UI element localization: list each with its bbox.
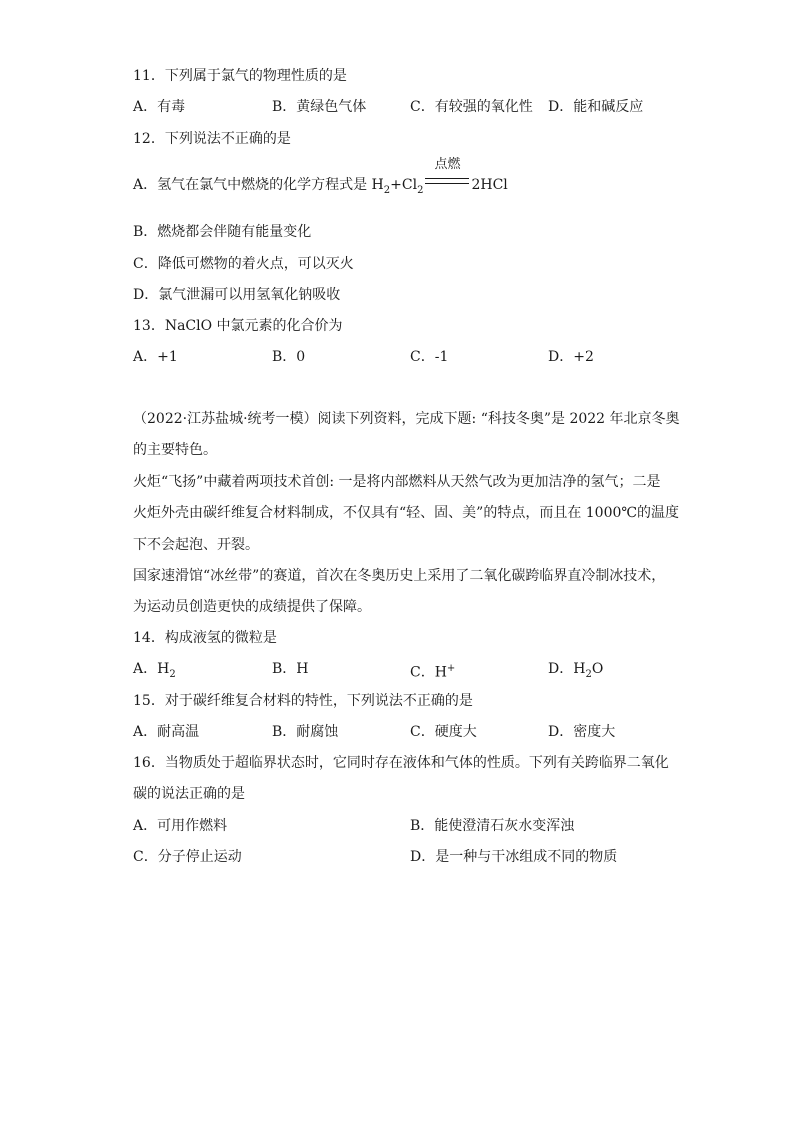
q11-option-b: B．黄绿色气体 (272, 99, 367, 115)
q12-a-product: 2HCl (471, 177, 508, 193)
q16-stem-line-2: 碳的说法正确的是 (133, 786, 245, 802)
q14-stem: 14．构成液氢的微粒是 (133, 630, 277, 646)
q14-a-subscript: 2 (169, 668, 176, 680)
q12-option-c: C．降低可燃物的着火点，可以灭火 (133, 256, 354, 272)
q12-a-cl2-subscript: 2 (417, 184, 424, 196)
q13-stem: 13．NaClO 中氯元素的化合价为 (133, 318, 343, 334)
passage-line-5: 下不会起泡、开裂。 (133, 537, 259, 553)
q14-a-text: A．H (133, 661, 170, 677)
passage-line-2: 的主要特色。 (133, 442, 217, 458)
q11-option-c: C．有较强的氧化性 (410, 99, 533, 115)
passage-line-3: 火炬“飞扬”中藏着两项技术首创: 一是将内部燃料从天然气改为更加洁净的氢气；二是 (133, 474, 661, 490)
q12-option-b: B．燃烧都会伴随有能量变化 (133, 224, 312, 240)
q14-d-subscript: 2 (585, 668, 592, 680)
q16-option-c: C．分子停止运动 (133, 849, 242, 865)
equals-sign (425, 178, 469, 184)
q15-option-a: A．耐高温 (133, 724, 200, 740)
q12-option-a (133, 157, 508, 201)
q15-option-d: D．密度大 (548, 724, 616, 740)
q14-c-text: C．H (410, 664, 447, 681)
q16-stem-line-1: 16．当物质处于超临界状态时，它同时存在液体和气体的性质。下列有关跨临界二氧化 (133, 755, 669, 771)
q13-option-d: D．+2 (548, 349, 594, 365)
q15-option-b: B．耐腐蚀 (272, 724, 339, 740)
q16-option-d: D．是一种与干冰组成不同的物质 (410, 849, 618, 865)
q14-d-suffix: O (591, 661, 604, 677)
q12-a-h2-subscript: 2 (383, 184, 391, 196)
passage-line-6: 国家速滑馆“冰丝带”的赛道，首次在冬奥历史上采用了二氧化碳跨临界直冷制冰技术， (133, 568, 666, 584)
q15-stem: 15．对于碳纤维复合材料的特性，下列说法不正确的是 (133, 693, 473, 709)
q13-option-b: B．0 (272, 349, 306, 365)
q15-option-c: C．硬度大 (410, 724, 477, 740)
q14-option-a (133, 659, 176, 685)
q14-d-text: D．H (548, 661, 586, 677)
q12-stem: 12．下列说法不正确的是 (133, 131, 291, 147)
q14-c-superscript: + (446, 663, 456, 674)
passage-line-4: 火炬外壳由碳纤维复合材料制成，不仅具有“轻、固、美”的特点，而且在 1000℃的温度 (133, 505, 680, 521)
q14-option-c (410, 659, 455, 683)
q14-option-b: B．H (272, 661, 309, 677)
reaction-condition: 点燃 (434, 157, 461, 172)
reaction-arrow (425, 157, 469, 195)
q12-a-text: A．氢气在氯气中燃烧的化学方程式是 H (133, 177, 384, 193)
q12-option-d: D．氯气泄漏可以用氢氧化钠吸收 (133, 287, 341, 303)
q16-option-a: A．可用作燃料 (133, 818, 228, 834)
q12-a-plus-cl: +Cl (390, 177, 418, 193)
q11-option-d: D．能和碱反应 (548, 99, 644, 115)
q14-option-d (548, 659, 603, 685)
passage-line-7: 为运动员创造更快的成绩提供了保障。 (133, 599, 371, 615)
q13-option-c: C．-1 (410, 349, 449, 365)
q16-option-b: B．能使澄清石灰水变浑浊 (410, 818, 575, 834)
q13-option-a: A．+1 (133, 349, 178, 365)
q11-option-a: A．有毒 (133, 99, 186, 115)
q11-stem: 11．下列属于氯气的物理性质的是 (133, 68, 347, 84)
passage-line-1: （2022·江苏盐城·统考一模）阅读下列资料，完成下题: “科技冬奥”是 2022 年北京冬奥 (133, 411, 680, 427)
